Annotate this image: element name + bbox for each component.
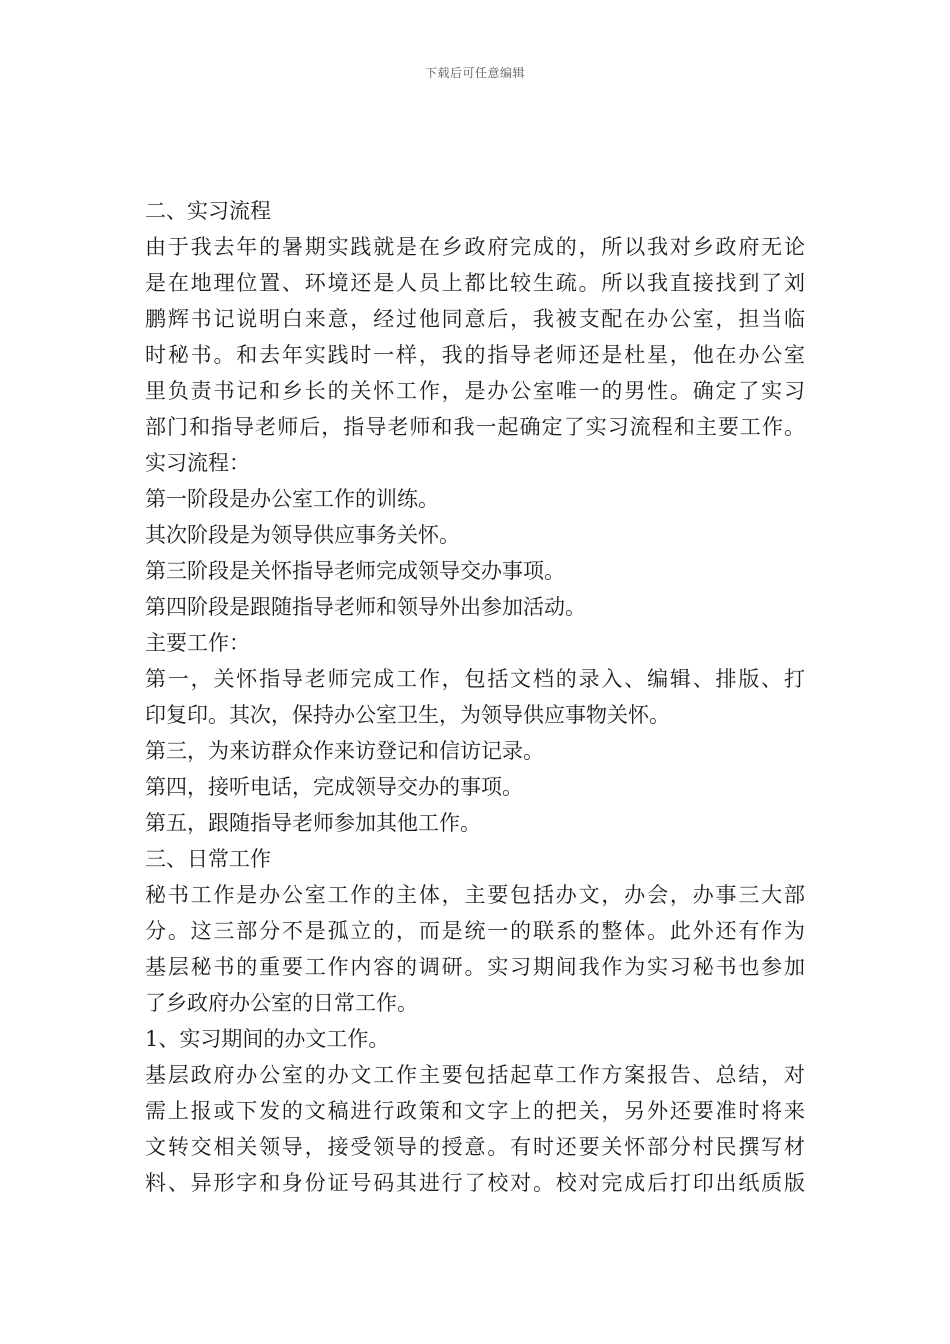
text-line: 时秘书。和去年实践时一样，我的指导老师还是杜星，他在办公室 [145, 343, 805, 367]
text-line: 分。这三部分不是孤立的，而是统一的联系的整体。此外还有作为 [145, 919, 805, 943]
text-line: 第三阶段是关怀指导老师完成领导交办事项。 [145, 559, 565, 583]
body-text [145, 193, 805, 1201]
text-line: 了乡政府办公室的日常工作。 [145, 991, 418, 1015]
text-line: 第五，跟随指导老师参加其他工作。 [145, 811, 481, 835]
text-line: 主要工作： [145, 631, 250, 655]
text-line: 需上报或下发的文稿进行政策和文字上的把关，另外还要准时将来 [145, 1099, 805, 1123]
text-line: 第三，为来访群众作来访登记和信访记录。 [145, 739, 544, 763]
text-line: 第一，关怀指导老师完成工作，包括文档的录入、编辑、排版、打 [145, 667, 805, 691]
text-line: 其次阶段是为领导供应事务关怀。 [145, 523, 460, 547]
text-line: 印复印。其次，保持办公室卫生，为领导供应事物关怀。 [145, 703, 670, 727]
text-line: 第一阶段是办公室工作的训练。 [145, 487, 439, 511]
text-line: 第四阶段是跟随指导老师和领导外出参加活动。 [145, 595, 586, 619]
text-line: 1、实习期间的办文工作。 [145, 1027, 390, 1051]
text-line: 实习流程： [145, 451, 250, 475]
text-line: 秘书工作是办公室工作的主体，主要包括办文，办会，办事三大部 [145, 883, 805, 907]
text-line: 鹏辉书记说明白来意，经过他同意后，我被支配在办公室，担当临 [145, 307, 805, 331]
text-line: 第四，接听电话，完成领导交办的事项。 [145, 775, 523, 799]
text-line: 三、日常工作 [145, 847, 271, 871]
text-line: 料、异形字和身份证号码其进行了校对。校对完成后打印出纸质版 [145, 1171, 805, 1195]
text-line: 部门和指导老师后，指导老师和我一起确定了实习流程和主要工作。 [145, 415, 805, 439]
text-line: 二、实习流程 [145, 199, 271, 223]
text-line: 基层秘书的重要工作内容的调研。实习期间我作为实习秘书也参加 [145, 955, 805, 979]
page-header: 下载后可任意编辑 [424, 66, 525, 80]
text-line: 里负责书记和乡长的关怀工作，是办公室唯一的男性。确定了实习 [145, 379, 805, 403]
text-line: 文转交相关领导，接受领导的授意。有时还要关怀部分村民撰写材 [145, 1135, 805, 1159]
text-line: 基层政府办公室的办文工作主要包括起草工作方案报告、总结，对 [145, 1063, 805, 1087]
text-line: 由于我去年的暑期实践就是在乡政府完成的，所以我对乡政府无论 [145, 235, 805, 259]
text-line: 是在地理位置、环境还是人员上都比较生疏。所以我直接找到了刘 [145, 271, 805, 295]
